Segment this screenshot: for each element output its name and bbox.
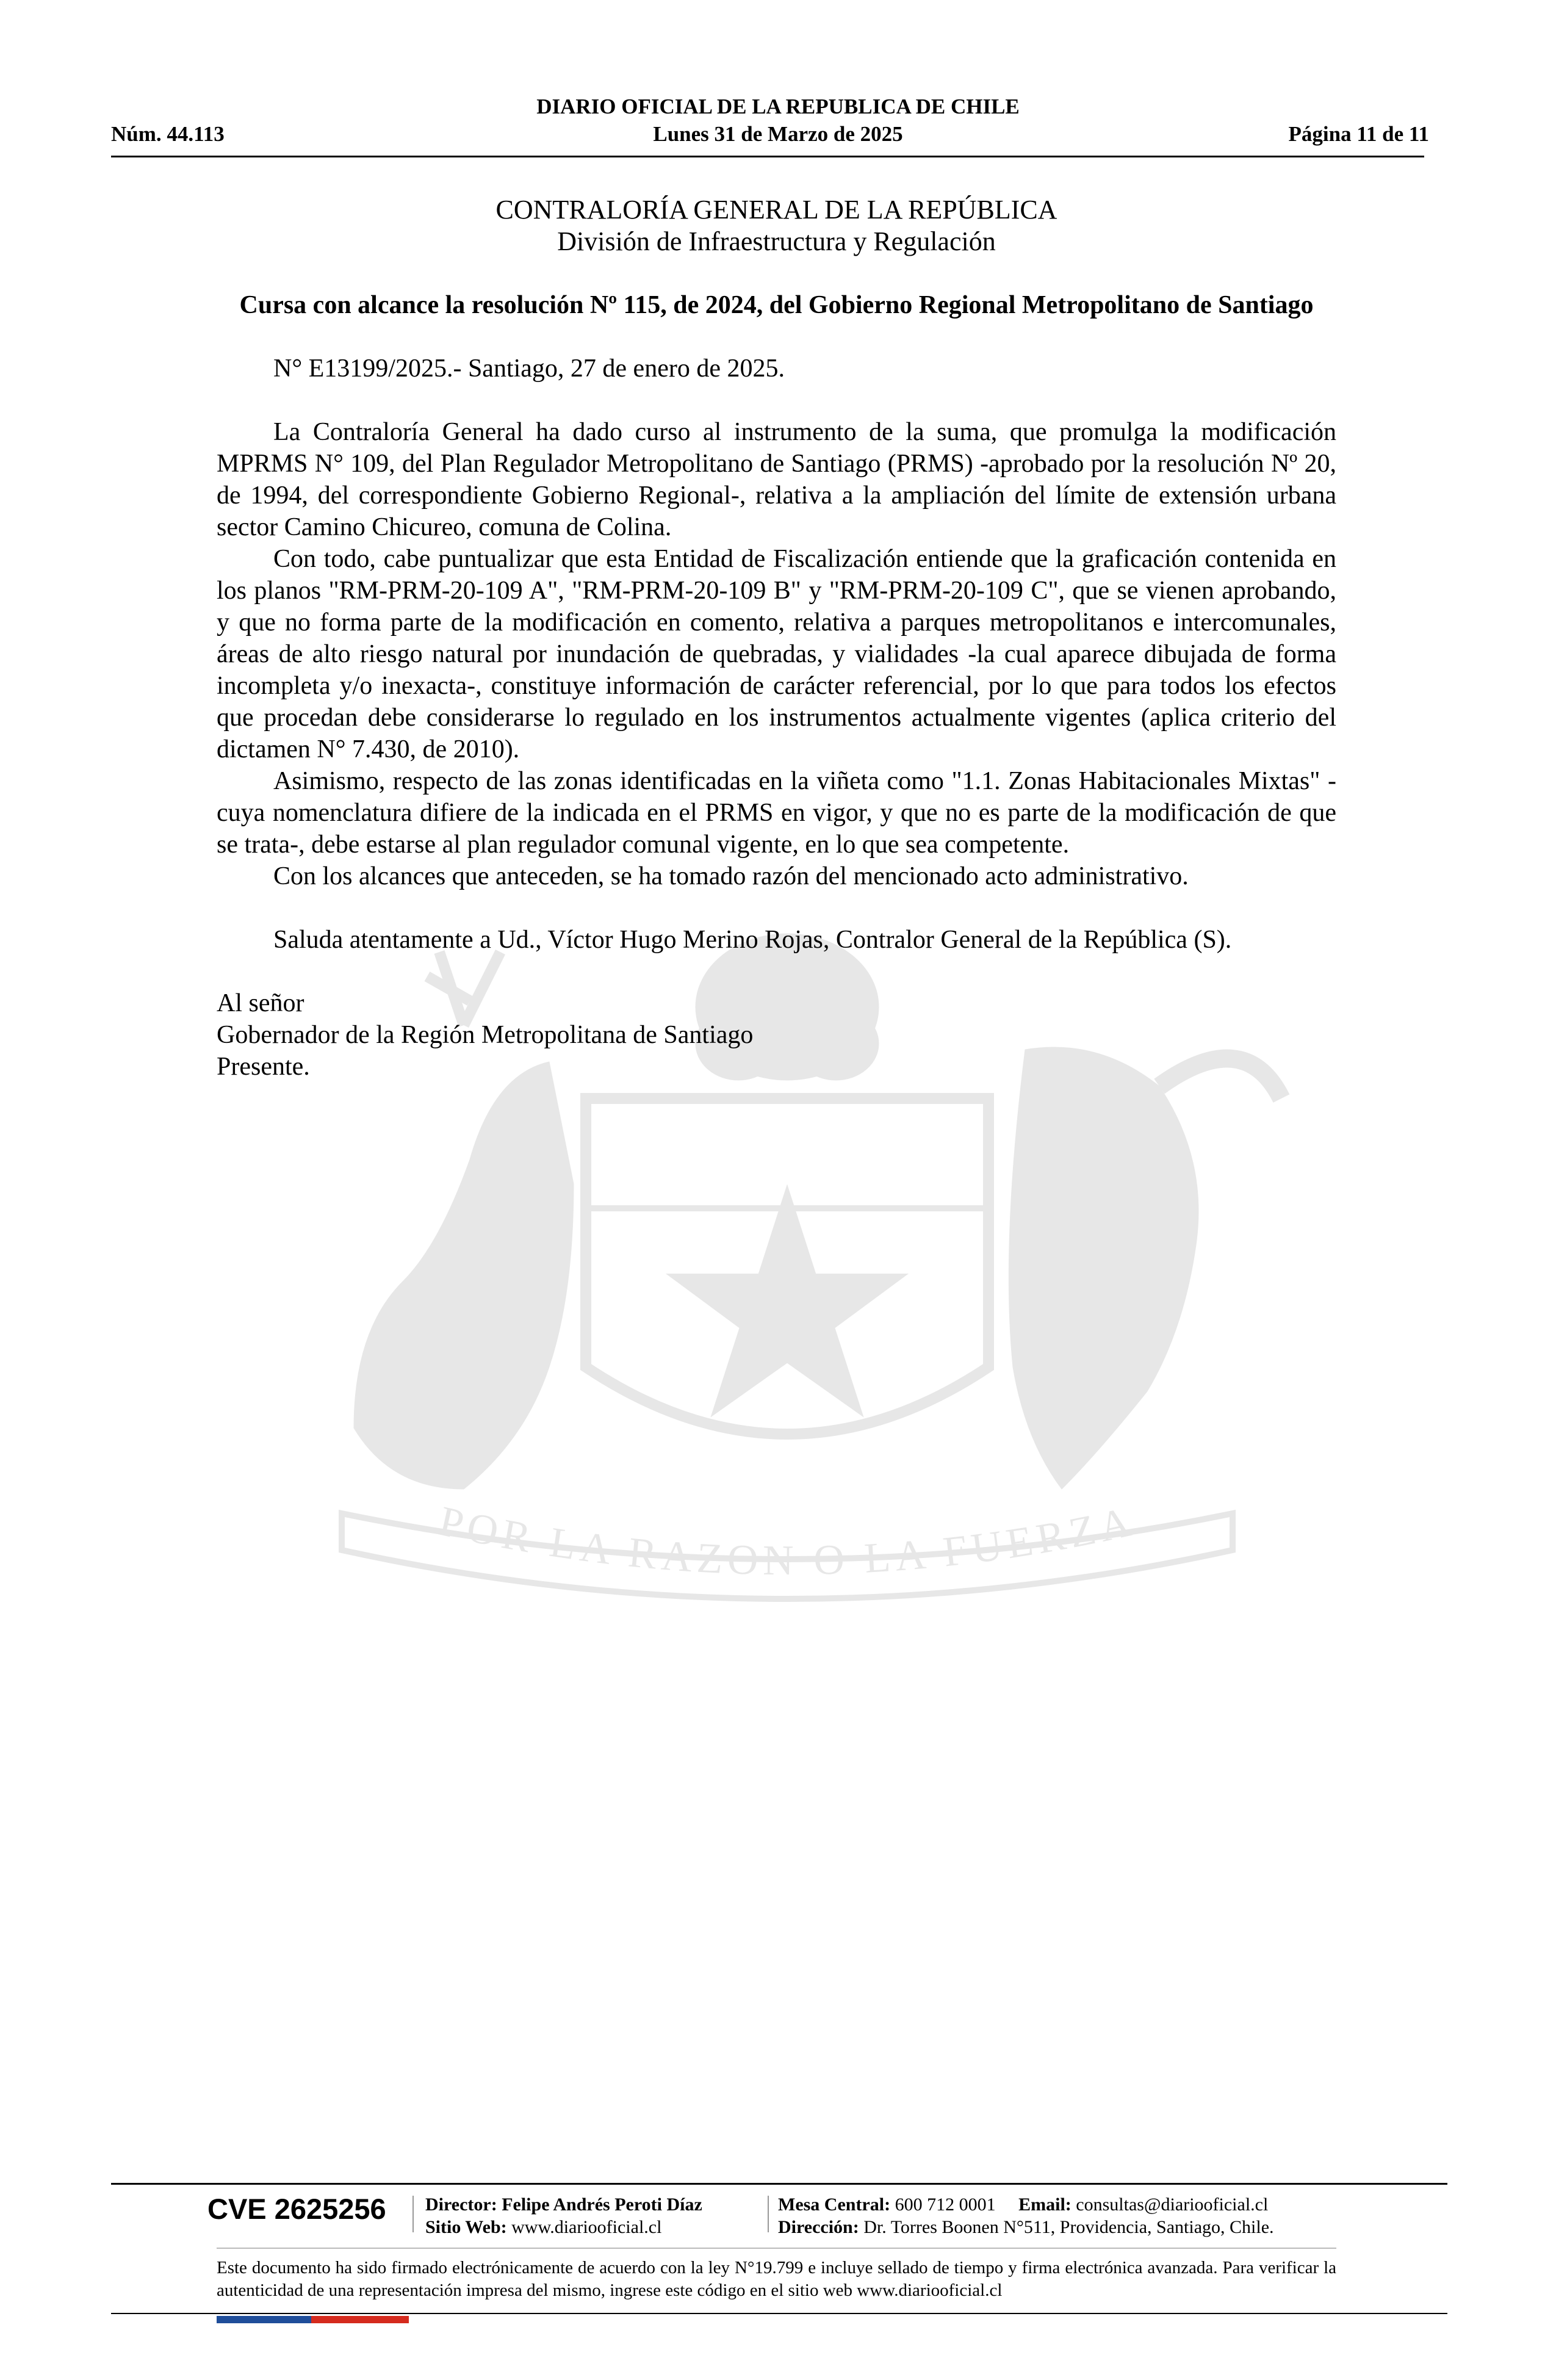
footer-divider bbox=[217, 2248, 1336, 2249]
director-name: Felipe Andrés Peroti Díaz bbox=[502, 2194, 702, 2215]
contact-block bbox=[778, 2193, 1274, 2238]
footer-divider bbox=[111, 2183, 1447, 2185]
website-link[interactable]: www.diariooficial.cl bbox=[511, 2217, 662, 2237]
director-block bbox=[425, 2193, 702, 2238]
issue-number: Núm. 44.113 bbox=[111, 122, 225, 146]
flag-stripe-blue bbox=[217, 2316, 311, 2323]
legal-notice: Este documento ha sido firmado electrónicamente de acuerdo con la ley N°19.799 e incluye sellado de tiempo y firma electrónica avanzada. Para verificar la autenticidad de una representación impresa del mismo, ingrese este código en el sitio web www.diariooficial.cl bbox=[217, 2258, 1336, 2300]
document-body bbox=[217, 194, 1336, 1083]
footer-divider bbox=[111, 2313, 1447, 2314]
footer-separator bbox=[412, 2196, 414, 2232]
paragraph: Asimismo, respecto de las zonas identificadas en la viñeta como "1.1. Zonas Habitacionales Mixtas" -cuya nomenclatura difiere de la indicada en el PRMS en vigor, y que no es parte de la modificación de que se trata-, debe estarse al plan regulador comunal vigente, en lo que sea competente. bbox=[217, 767, 1336, 859]
phone-value: 600 712 0001 bbox=[895, 2194, 996, 2215]
footer-separator bbox=[768, 2196, 769, 2232]
cve-code: CVE 2625256 bbox=[207, 2193, 386, 2225]
coat-of-arms-motto: POR LA RAZON O LA FUERZA bbox=[434, 1498, 1140, 1585]
division-name: División de Infraestructura y Regulación bbox=[557, 226, 996, 256]
closing-salutation: Saluda atentamente a Ud., Víctor Hugo Merino Rojas, Contralor General de la República (S). bbox=[273, 926, 1232, 954]
page-number: Página 11 de 11 bbox=[1288, 122, 1429, 146]
recipient-line: Al señor bbox=[217, 989, 304, 1017]
director-label: Director: bbox=[425, 2194, 497, 2215]
document-title: Cursa con alcance la resolución Nº 115, de 2024, del Gobierno Regional Metropolitano de Santiago bbox=[239, 291, 1314, 319]
organization-name: CONTRALORÍA GENERAL DE LA REPÚBLICA bbox=[495, 195, 1057, 225]
address-label: Dirección: bbox=[778, 2217, 859, 2237]
phone-label: Mesa Central: bbox=[778, 2194, 891, 2215]
email-label: Email: bbox=[1018, 2194, 1072, 2215]
flag-stripe-red bbox=[311, 2316, 409, 2323]
address-value: Dr. Torres Boonen N°511, Providencia, Santiago, Chile. bbox=[863, 2217, 1274, 2237]
paragraph: Con todo, cabe puntualizar que esta Entidad de Fiscalización entiende que la graficación contenida en los planos "RM-PRM-20-109 A", "RM-PRM-20-109 B" y "RM-PRM-20-109 C", que se vienen aprobando, y que no forma parte de la modificación en comento, relativa a parques metropolitanos e intercomunales, áreas de alto riesgo natural por inundación de quebradas, y vialidades -la cual aparece dibujada de forma incompleta y/o inexacta-, constituye información de carácter referencial, por lo que para todos los efectos que procedan debe considerarse lo regulado en los instrumentos actualmente vigentes (aplica criterio del dictamen N° 7.430, de 2010). bbox=[217, 545, 1336, 763]
email-link[interactable]: consultas@diariooficial.cl bbox=[1076, 2194, 1269, 2215]
website-label: Sitio Web: bbox=[425, 2217, 507, 2237]
recipient-line: Gobernador de la Región Metropolitana de Santiago bbox=[217, 1021, 754, 1049]
reference-line: N° E13199/2025.- Santiago, 27 de enero de 2025. bbox=[273, 355, 785, 383]
publication-title: DIARIO OFICIAL DE LA REPUBLICA DE CHILE bbox=[536, 95, 1020, 118]
recipient-line: Presente. bbox=[217, 1053, 310, 1081]
paragraph: Con los alcances que anteceden, se ha tomado razón del mencionado acto administrativo. bbox=[273, 862, 1189, 890]
paragraph: La Contraloría General ha dado curso al instrumento de la suma, que promulga la modificación MPRMS N° 109, del Plan Regulador Metropolitano de Santiago (PRMS) -aprobado por la resolución Nº 20, de 1994, del correspondiente Gobierno Regional-, relativa a la ampliación del límite de extensión urbana sector Camino Chicureo, comuna de Colina. bbox=[217, 418, 1336, 541]
header-divider bbox=[111, 156, 1424, 157]
issue-date: Lunes 31 de Marzo de 2025 bbox=[653, 122, 903, 146]
